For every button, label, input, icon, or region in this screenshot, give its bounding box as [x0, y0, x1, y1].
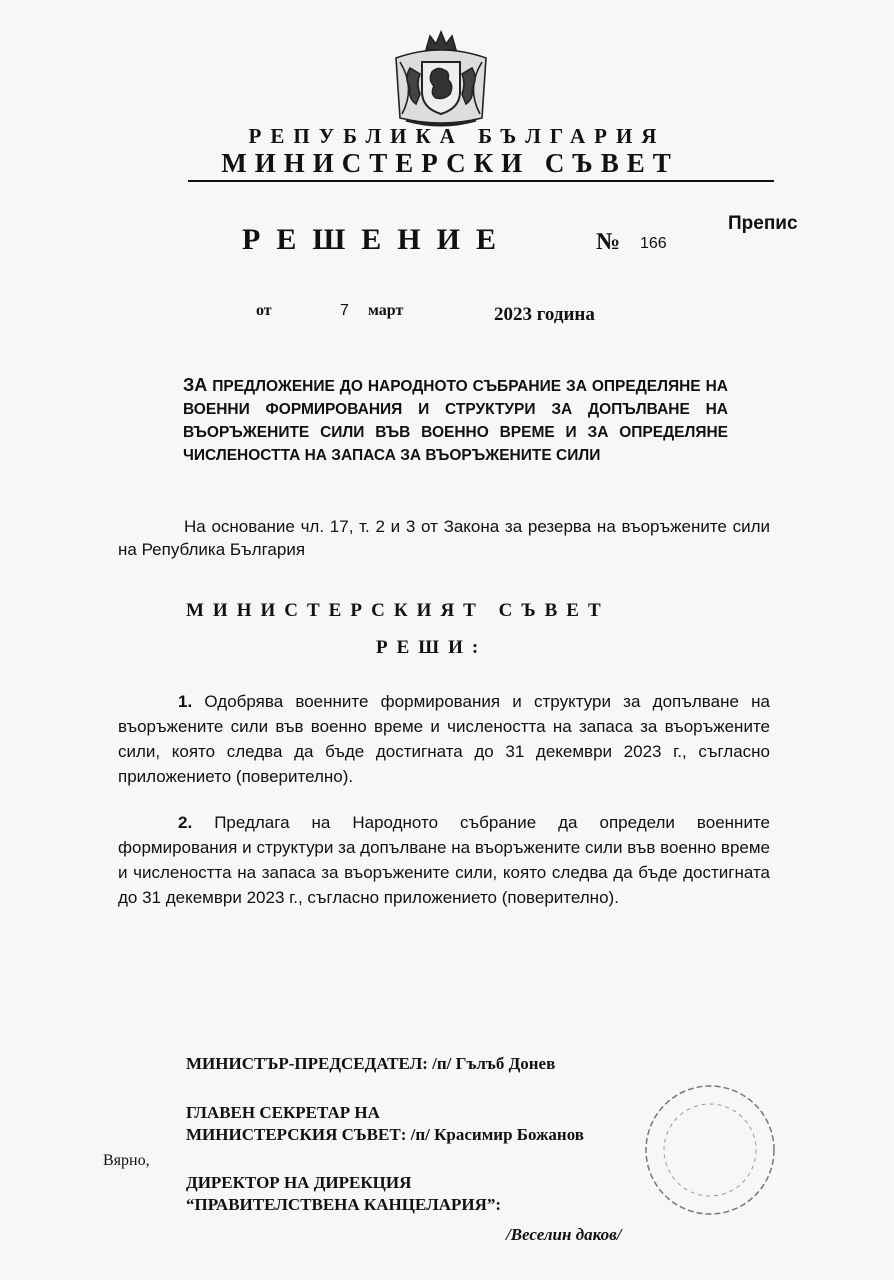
date-month: март [368, 302, 404, 319]
header-divider [188, 180, 774, 182]
director-title-line-1: ДИРЕКТОР НА ДИРЕКЦИЯ [186, 1173, 412, 1192]
director-title-line-2: “ПРАВИТЕЛСТВЕНА КАНЦЕЛАРИЯ”: [186, 1195, 502, 1214]
point-text: Одобрява военните формирования и структури за допълване на въоръжените сили във военно време и числеността на запаса за въоръжените сили, която следва да бъде достигната до 31 декември 2023 г., съгласно приложението (поверително). [118, 692, 770, 786]
date-year: 2023 година [494, 304, 595, 325]
decision-number: 166 [640, 235, 667, 252]
date-prefix: от [256, 302, 272, 319]
decided-heading: РЕШИ: [376, 637, 488, 658]
point-number: 1. [178, 692, 193, 711]
signature-prime-minister: МИНИСТЪР-ПРЕДСЕДАТЕЛ: /п/ Гълъб Донев [186, 1054, 556, 1073]
subject-text: ПРЕДЛОЖЕНИЕ ДО НАРОДНОТО СЪБРАНИЕ ЗА ОПРЕДЕЛЯНЕ НА ВОЕННИ ФОРМИРОВАНИЯ И СТРУКТУРИ ЗА ДОПЪЛВАНЕ НА ВЪОРЪЖЕНИТЕ СИЛИ ВЪВ ВОЕННО ВРЕМЕ И ЗА ОПРЕДЕЛЯНЕ ЧИСЛЕНОСТТА НА ЗАПАСА ЗА ВЪОРЪЖЕНИТЕ СИЛИ [183, 378, 728, 464]
decision-subject [183, 374, 728, 467]
secretary-title-line-2: МИНИСТЕРСКИЯ СЪВЕТ: /п/ Красимир Божанов [186, 1125, 584, 1144]
coat-of-arms-icon [386, 28, 496, 130]
number-sign: № [596, 229, 621, 255]
signature-secretary [186, 1102, 584, 1146]
secretary-title-line-1: ГЛАВЕН СЕКРЕТАР НА [186, 1103, 380, 1122]
council-decides-heading: МИНИСТЕРСКИЯТ СЪВЕТ [186, 600, 610, 621]
date-day: 7 [340, 302, 349, 319]
decision-point-2 [118, 810, 770, 910]
point-text: Предлага на Народното събрание да определи военните формирования и структури за допълване на въоръжените сили във военно време и числеността на запаса за въоръжените сили, която следва да бъде достигната до 31 декември 2023 г., съгласно приложението (поверително). [118, 813, 770, 907]
legal-basis: На основание чл. 17, т. 2 и 3 от Закона за резерва на въоръжените сили на Република България [118, 517, 770, 559]
republic-heading: РЕПУБЛИКА БЪЛГАРИЯ [248, 124, 666, 148]
signature-director [186, 1172, 501, 1216]
decision-title: РЕШЕНИЕ [242, 223, 512, 256]
decision-point-1 [118, 689, 770, 789]
council-heading: МИНИСТЕРСКИ СЪВЕТ [221, 148, 679, 178]
subject-lead: ЗА [183, 375, 208, 395]
director-name: /Веселин даков/ [506, 1225, 622, 1244]
copy-mark: Препис [728, 213, 798, 234]
certified-label: Вярно, [103, 1152, 150, 1169]
seal-stamp-icon [640, 1080, 780, 1220]
point-number: 2. [178, 813, 193, 832]
